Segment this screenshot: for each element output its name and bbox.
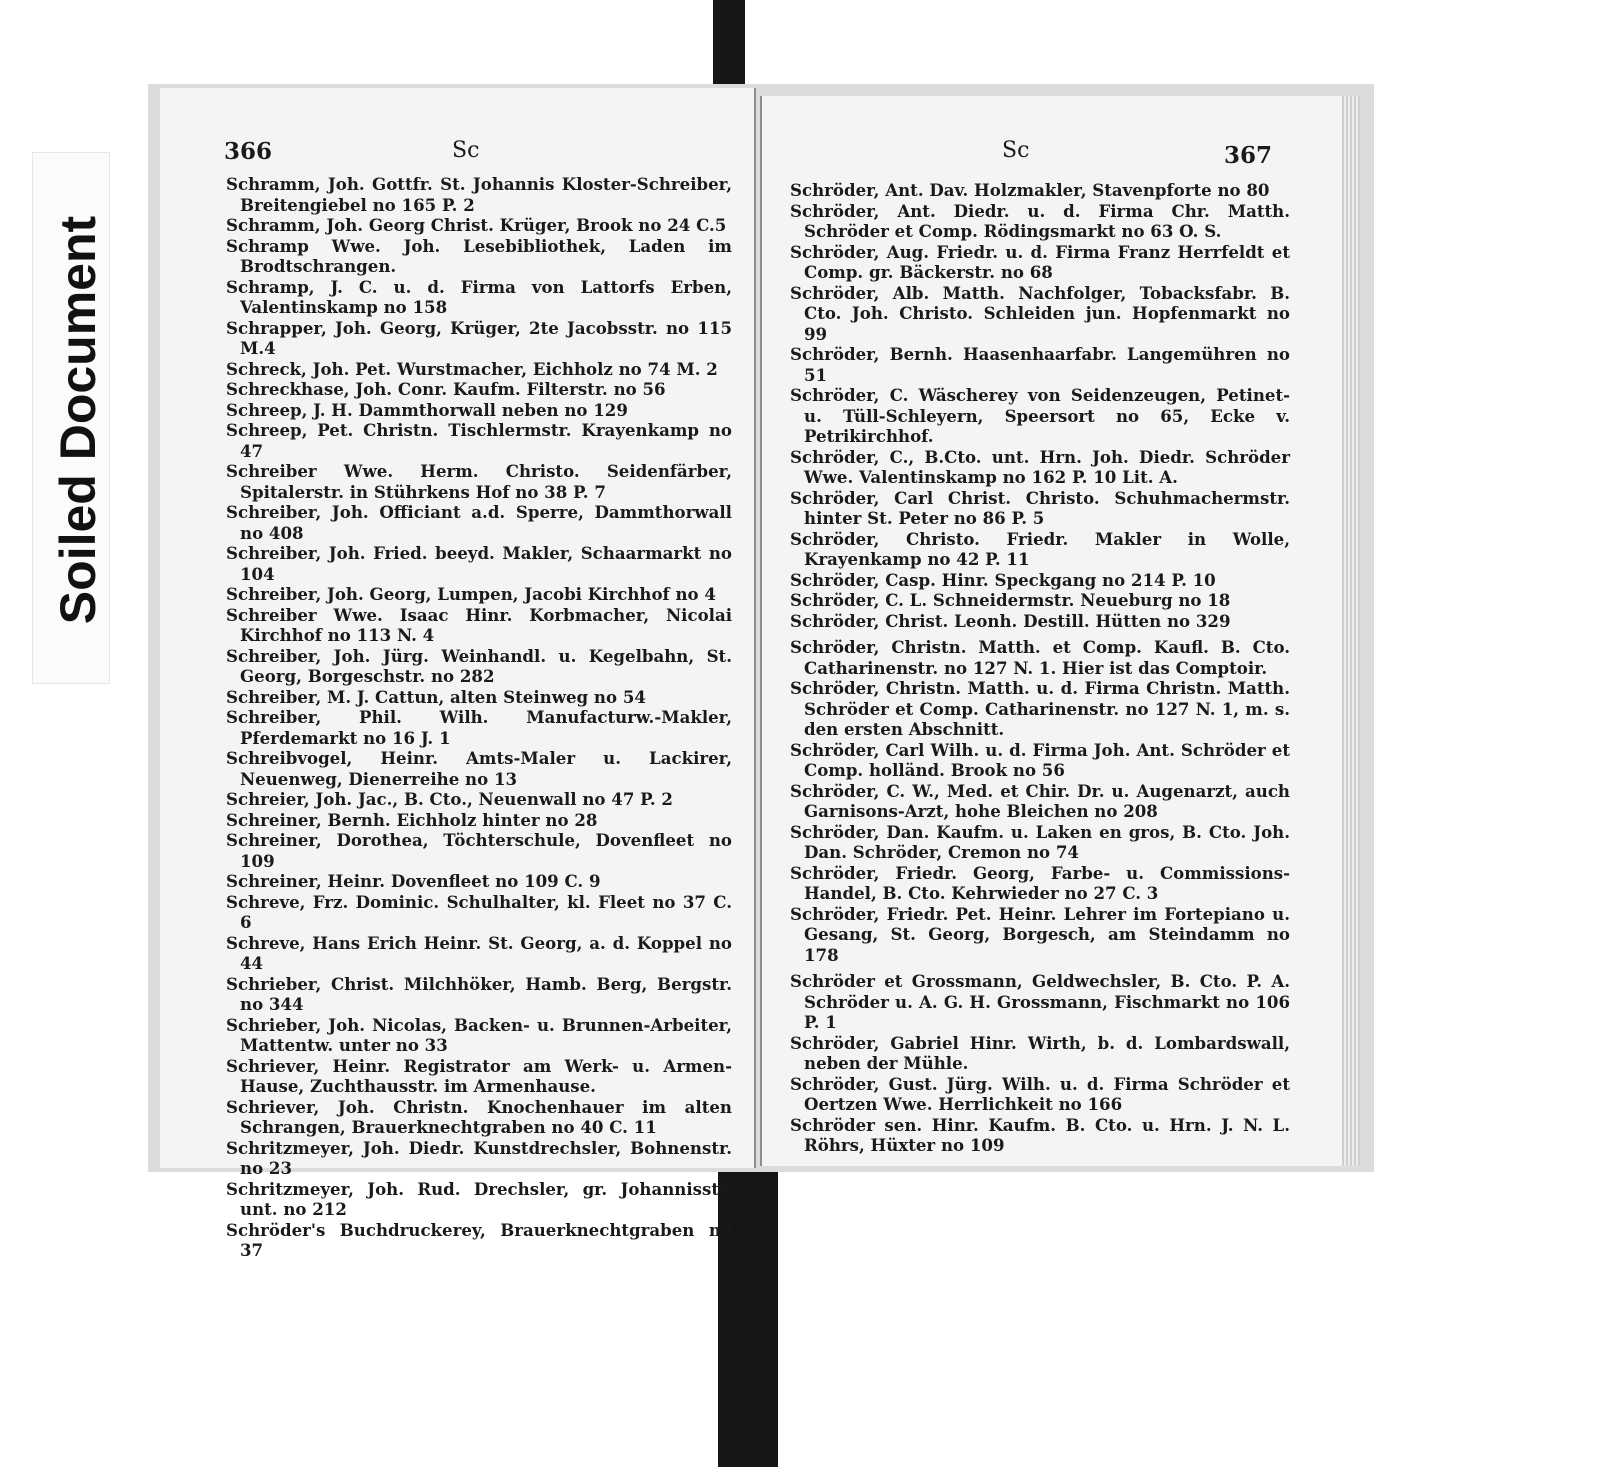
directory-entry: Schrieber, Christ. Milchhöker, Hamb. Berg, Bergstr. no 344 xyxy=(226,973,732,1014)
right-page-number: 367 xyxy=(1224,142,1273,169)
directory-entry: Schröder, C. L. Schneidermstr. Neueburg no 18 xyxy=(790,590,1231,610)
directory-entry: Schröder, Aug. Friedr. u. d. Firma Franz Herrfeldt et Comp. gr. Bäckerstr. no 68 xyxy=(790,241,1290,282)
directory-entry: Schreiber, Joh. Fried. beeyd. Makler, Schaarmarkt no 104 xyxy=(226,543,732,584)
directory-entry: Schröder, Christ. Leonh. Destill. Hütten no 329 xyxy=(790,610,1231,631)
directory-entry: Schreiber, Joh. Jürg. Weinhandl. u. Kegelbahn, St. Georg, Borgeschstr. no 282 xyxy=(226,645,732,686)
directory-entry: Schreiber, M. J. Cattun, alten Steinweg no 54 xyxy=(226,686,646,707)
directory-entry: Schreiber Wwe. Herm. Christo. Seidenfärber, Spitalerstr. in Stührkens Hof no 38 P. 7 xyxy=(226,461,732,502)
directory-entry: Schröder, Gust. Jürg. Wilh. u. d. Firma Schröder et Oertzen Wwe. Herrlichkeit no 166 xyxy=(790,1073,1290,1114)
directory-entry: Schröder, Bernh. Haasenhaarfabr. Langemühren no 51 xyxy=(790,344,1290,385)
directory-entry: Schröder, C., B.Cto. unt. Hrn. Joh. Diedr. Schröder Wwe. Valentinskamp no 162 P. 10 Lit. A. xyxy=(790,446,1290,487)
directory-entry: Schröder, Alb. Matth. Nachfolger, Tobacksfabr. B. Cto. Joh. Christo. Schleiden jun. Hopfenmarkt no 99 xyxy=(790,282,1290,344)
directory-entry: Schröder sen. Hinr. Kaufm. B. Cto. u. Hrn. J. N. L. Röhrs, Hüxter no 109 xyxy=(790,1114,1290,1155)
directory-entry: Schreve, Frz. Dominic. Schulhalter, kl. Fleet no 37 C. 6 xyxy=(226,891,732,932)
directory-entry: Schreiner, Bernh. Eichholz hinter no 28 xyxy=(226,809,598,830)
directory-entry: Schröder, Casp. Hinr. Speckgang no 214 P. 10 xyxy=(790,569,1216,590)
directory-entry: Schröder, Christo. Friedr. Makler in Wolle, Krayenkamp no 42 P. 11 xyxy=(790,528,1290,569)
directory-entry: Schreiner, Heinr. Dovenfleet no 109 C. 9 xyxy=(226,871,601,891)
directory-entry: Schröder's Buchdruckerey, Brauerknechtgraben no 37 xyxy=(226,1219,732,1260)
left-running-head: Sc xyxy=(452,138,480,163)
directory-entry: Schreiber, Phil. Wilh. Manufacturw.-Makler, Pferdemarkt no 16 J. 1 xyxy=(226,707,732,748)
directory-entry: Schreiber Wwe. Isaac Hinr. Korbmacher, Nicolai Kirchhof no 113 N. 4 xyxy=(226,604,732,645)
directory-entry: Schröder et Grossmann, Geldwechsler, B. Cto. P. A. Schröder u. A. G. H. Grossmann, Fischmarkt no 106 P. 1 xyxy=(790,971,1290,1032)
right-running-head: Sc xyxy=(1002,138,1030,163)
directory-entry: Schröder, Friedr. Georg, Farbe- u. Commissions-Handel, B. Cto. Kehrwieder no 27 C. 3 xyxy=(790,862,1290,903)
directory-entry: Schriever, Joh. Christn. Knochenhauer im alten Schrangen, Brauerknechtgraben no 40 C. 11 xyxy=(226,1096,732,1137)
directory-entry: Schröder, Gabriel Hinr. Wirth, b. d. Lombardswall, neben der Mühle. xyxy=(790,1032,1290,1073)
directory-entry: Schramm, Joh. Georg Christ. Krüger, Brook no 24 C.5 xyxy=(226,215,727,235)
directory-entry: Schröder, Ant. Dav. Holzmakler, Stavenpforte no 80 xyxy=(790,180,1270,200)
directory-entry: Schröder, Carl Christ. Christo. Schuhmachermstr. hinter St. Peter no 86 P. 5 xyxy=(790,487,1290,528)
right-page xyxy=(760,96,1360,1166)
directory-entry: Schreiner, Dorothea, Töchterschule, Dovenfleet no 109 xyxy=(226,830,732,871)
soiled-document-label: Soiled Document xyxy=(50,215,106,625)
directory-entry: Schröder, Christn. Matth. u. d. Firma Christn. Matth. Schröder et Comp. Catharinenstr. no 127 N. 1, m. s. den ersten Abschnitt. xyxy=(790,678,1290,739)
directory-entry: Schramp Wwe. Joh. Lesebibliothek, Laden im Brodtschrangen. xyxy=(226,235,732,276)
directory-entry: Schröder, Friedr. Pet. Heinr. Lehrer im Fortepiano u. Gesang, St. Georg, Borgesch, am Steindamm no 178 xyxy=(790,903,1290,965)
directory-entry: Schreckhase, Joh. Conr. Kaufm. Filterstr. no 56 xyxy=(226,379,666,399)
left-entry-list xyxy=(226,174,732,1261)
directory-entry: Schröder, C. W., Med. et Chir. Dr. u. Augenarzt, auch Garnisons-Arzt, hohe Bleichen no 208 xyxy=(790,780,1290,821)
directory-entry: Schröder, Carl Wilh. u. d. Firma Joh. Ant. Schröder et Comp. holländ. Brook no 56 xyxy=(790,739,1290,780)
left-page-number: 366 xyxy=(224,138,273,165)
directory-entry: Schröder, Dan. Kaufm. u. Laken en gros, B. Cto. Joh. Dan. Schröder, Cremon no 74 xyxy=(790,821,1290,862)
directory-entry: Schritzmeyer, Joh. Diedr. Kunstdrechsler, Bohnenstr. no 23 xyxy=(226,1137,732,1178)
directory-entry: Schreiber, Joh. Officiant a.d. Sperre, Dammthorwall no 408 xyxy=(226,502,732,543)
directory-entry: Schreier, Joh. Jac., B. Cto., Neuenwall no 47 P. 2 xyxy=(226,789,673,809)
directory-entry: Schreep, J. H. Dammthorwall neben no 129 xyxy=(226,399,628,420)
directory-entry: Schrieber, Joh. Nicolas, Backen- u. Brunnen-Arbeiter, Mattentw. unter no 33 xyxy=(226,1014,732,1055)
directory-entry: Schrapper, Joh. Georg, Krüger, 2te Jacobsstr. no 115 M.4 xyxy=(226,317,732,358)
right-entry-list xyxy=(790,180,1290,1156)
directory-entry: Schröder, Ant. Diedr. u. d. Firma Chr. Matth. Schröder et Comp. Rödingsmarkt no 63 O. S. xyxy=(790,200,1290,241)
directory-entry: Schreiber, Joh. Georg, Lumpen, Jacobi Kirchhof no 4 xyxy=(226,584,716,604)
directory-entry: Schramp, J. C. u. d. Firma von Lattorfs Erben, Valentinskamp no 158 xyxy=(226,276,732,317)
left-page xyxy=(160,88,756,1260)
directory-entry: Schramm, Joh. Gottfr. St. Johannis Kloster-Schreiber, Breitengiebel no 165 P. 2 xyxy=(226,174,732,215)
directory-entry: Schreibvogel, Heinr. Amts-Maler u. Lackirer, Neuenweg, Dienerreihe no 13 xyxy=(226,748,732,789)
directory-entry: Schröder, Christn. Matth. et Comp. Kaufl. B. Cto. Catharinenstr. no 127 N. 1. Hier ist das Comptoir. xyxy=(790,637,1290,678)
page-edge xyxy=(1342,96,1360,1166)
directory-entry: Schriever, Heinr. Registrator am Werk- u. Armen-Hause, Zuchthausstr. im Armenhause. xyxy=(226,1055,732,1096)
directory-entry: Schreve, Hans Erich Heinr. St. Georg, a. d. Koppel no 44 xyxy=(226,932,732,973)
directory-entry: Schreep, Pet. Christn. Tischlermstr. Krayenkamp no 47 xyxy=(226,420,732,461)
directory-entry: Schritzmeyer, Joh. Rud. Drechsler, gr. Johannisstr. unt. no 212 xyxy=(226,1178,732,1219)
directory-entry: Schröder, C. Wäscherey von Seidenzeugen, Petinet- u. Tüll-Schleyern, Speersort no 65, Ecke v. Petrikirchhof. xyxy=(790,385,1290,446)
directory-entry: Schreck, Joh. Pet. Wurstmacher, Eichholz no 74 M. 2 xyxy=(226,358,718,379)
